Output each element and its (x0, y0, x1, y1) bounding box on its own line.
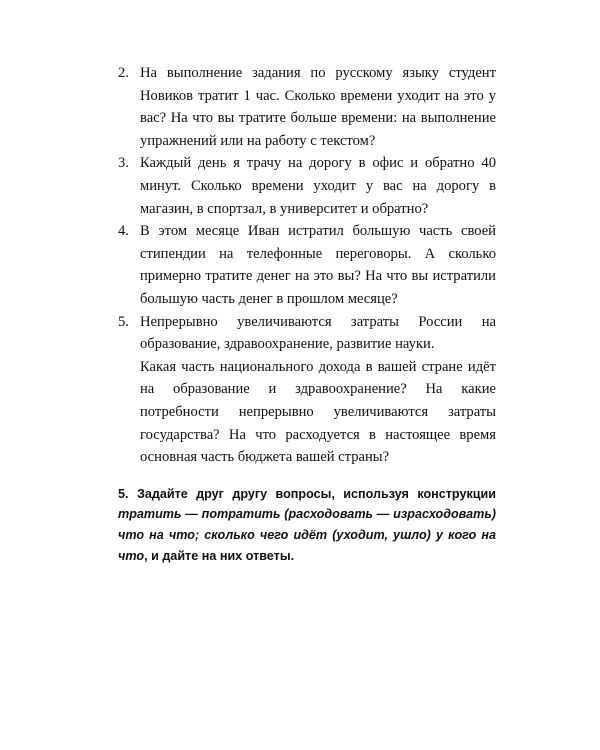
document-page (118, 62, 496, 579)
task-instruction (118, 484, 496, 567)
item-number: 2. (118, 65, 129, 81)
item-text: Непрерывно увеличиваются затраты России на образование, здравоохранение, развитие науки. (140, 313, 496, 353)
task-intro: Задайте друг другу вопросы, используя конструкции (136, 486, 496, 501)
list-item (118, 62, 496, 152)
list-item (118, 220, 496, 310)
item-text: В этом месяце Иван истратил большую часть своей стипендии на телефонные переговоры. А сколько примерно тратите денег на это вы? На что вы истратили большую часть денег в прошлом месяце? (140, 223, 496, 307)
item-number: 3. (118, 155, 129, 172)
item-number: 4. (118, 223, 129, 240)
list-item (118, 152, 496, 220)
task-ending: , и дайте на них ответы. (144, 549, 295, 564)
item-text: Каждый день я трачу на дорогу в офис и обратно 40 минут. Сколько времени уходит у вас на дорогу в магазин, в спортзал, в университет и обратно? (140, 155, 496, 217)
question-list (118, 62, 496, 469)
task-constructions: тратить — потратить (расходовать — израсходовать) что на что; сколько чего идёт (уходит, ушло) у кого на что (118, 507, 496, 564)
item-number: 5. (118, 313, 129, 330)
list-item (118, 311, 496, 469)
item-text: На выполнение задания по русскому языку студент Новиков тратит 1 час. Сколько времени уходит на это у вас? На что вы тратите больше времени: на выполнение упражнений или на работу с текстом? (140, 65, 496, 149)
task-number: 5. (118, 486, 129, 501)
item-text-continued: Какая часть национального дохода в вашей стране идёт на образование и здравоохранение? На какие потребности непрерывно увеличиваются затраты государства? На что расходуется в настоящее время основная часть бюджета вашей страны? (140, 358, 496, 466)
